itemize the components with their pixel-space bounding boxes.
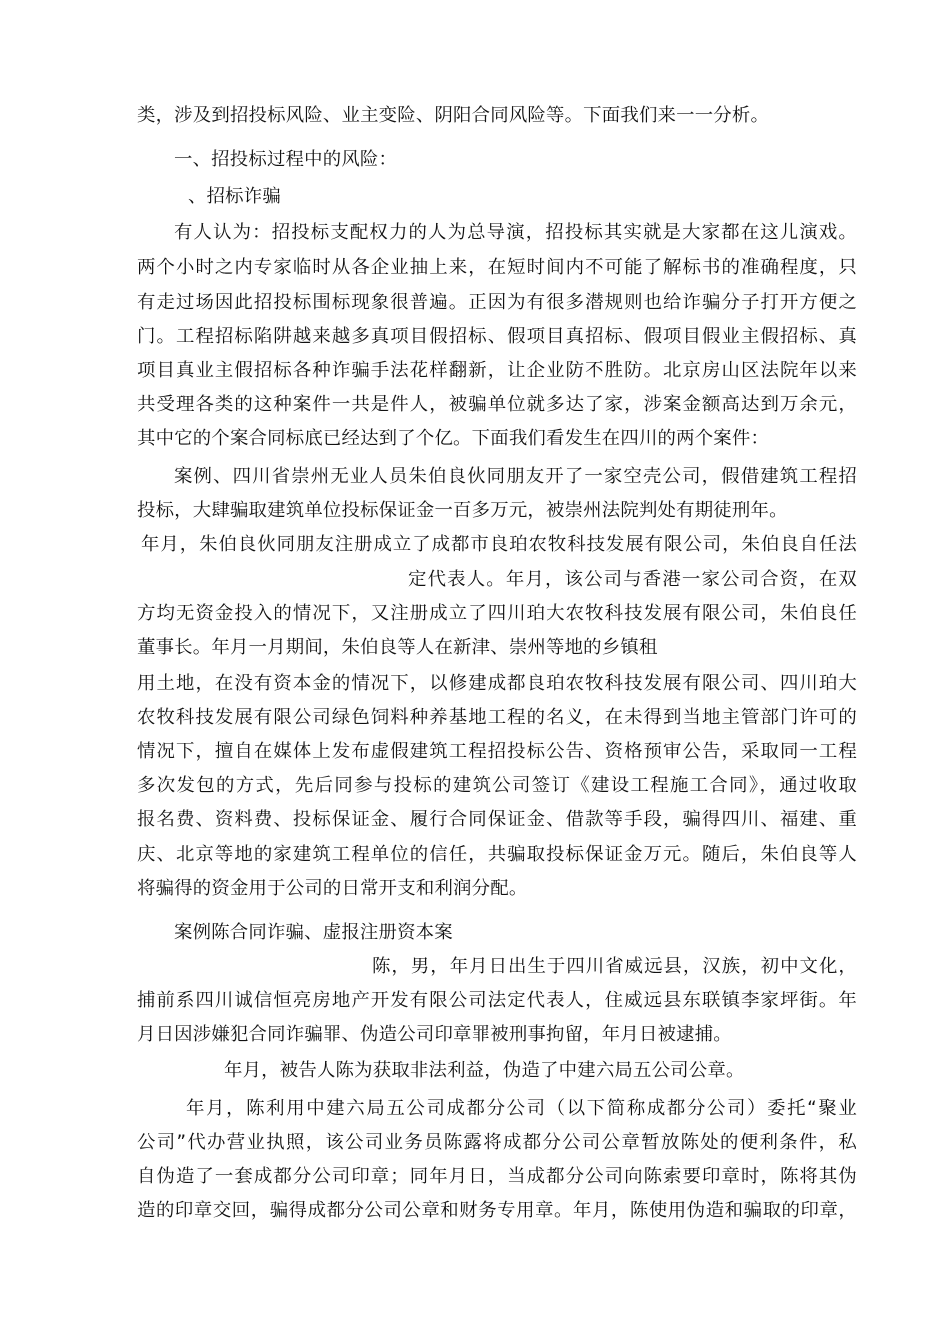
text-line: 多次发包的方式，先后同参与投标的建筑公司签订《建设工程施工合同》，通过收取 [137,775,857,796]
case-heading: 案例陈合同诈骗、虚报注册资本案 [174,922,453,943]
text-line: 将骗得的资金用于公司的日常开支和利润分配。 [137,878,528,899]
text-line: 年月，被告人陈为获取非法利益，伪造了中建六局五公司公章。 [224,1060,745,1081]
text-line: 其中它的个案合同标底已经达到了个亿。下面我们看发生在四川的两个案件： [137,428,770,449]
text-line: 年月，陈利用中建六局五公司成都分公司（以下简称成都分公司）委托“聚业 [186,1098,857,1119]
text-line: 项目真业主假招标各种诈骗手法花样翻新，让企业防不胜防。北京房山区法院年以来 [137,360,857,381]
subsection-heading: 、招标诈骗 [188,186,281,207]
text-line: 有人认为：招投标支配权力的人为总导演，招投标其实就是大家都在这儿演戏。 [174,222,857,243]
text-line: 投标，大肆骗取建筑单位投标保证金一百多万元，被崇州法院判处有期徒刑年。 [137,500,788,521]
text-line: 共受理各类的这种案件一共是件人，被骗单位就多达了家，涉案金额高达到万余元， [137,394,857,415]
text-line: 方均无资金投入的情况下，又注册成立了四川珀大农牧科技发展有限公司，朱伯良任 [137,603,857,624]
text-line: 情况下，擅自在媒体上发布虚假建筑工程招投标公告、资格预审公告，采取同一工程 [137,741,857,762]
text-line: 有走过场因此招投标围标现象很普遍。正因为有很多潜规则也给诈骗分子打开方便之 [137,292,857,313]
text-line: 自伪造了一套成都分公司印章；同年月日，当成都分公司向陈索要印章时，陈将其伪 [137,1166,857,1187]
text-line: 门。工程招标陷阱越来越多真项目假招标、假项目真招标、假项目假业主假招标、真 [137,326,857,347]
text-line: 董事长。年月一月期间，朱伯良等人在新津、崇州等地的乡镇租 [137,637,658,658]
text-line: 造的印章交回，骗得成都分公司公章和财务专用章。年月，陈使用伪造和骗取的印章， [137,1200,857,1221]
text-line: 用土地，在没有资本金的情况下，以修建成都良珀农牧科技发展有限公司、四川珀大 [137,673,857,694]
text-line: 捕前系四川诚信恒亮房地产开发有限公司法定代表人，住威远县东联镇李家坪街。年 [137,990,857,1011]
text-line: 年月，朱伯良伙同朋友注册成立了成都市良珀农牧科技发展有限公司，朱伯良自任法 [141,534,857,555]
text-line: 公司”代办营业执照，该公司业务员陈露将成都分公司公章暂放陈处的便利条件，私 [137,1132,857,1153]
text-line: 两个小时之内专家临时从各企业抽上来，在短时间内不可能了解标书的准确程度，只 [137,257,857,278]
text-line: 月日因涉嫌犯合同诈骗罪、伪造公司印章罪被刑事拘留，年月日被逮捕。 [137,1024,732,1045]
text-line: 报名费、资料费、投标保证金、履行合同保证金、借款等手段，骗得四川、福建、重 [137,809,857,830]
text-line: 类，涉及到招投标风险、业主变险、阴阳合同风险等。下面我们来一一分析。 [137,105,770,126]
text-line: 农牧科技发展有限公司绿色饲料种养基地工程的名义，在未得到当地主管部门许可的 [137,707,857,728]
text-line: 定代表人。年月，该公司与香港一家公司合资，在双 [408,569,857,590]
text-line: 案例、四川省崇州无业人员朱伯良伙同朋友开了一家空壳公司，假借建筑工程招 [174,466,857,487]
section-heading: 一、招投标过程中的风险： [174,149,398,170]
text-line: 庆、北京等地的家建筑工程单位的信任，共骗取投标保证金万元。随后，朱伯良等人 [137,844,857,865]
text-line: 陈，男，年月日出生于四川省威远县，汉族，初中文化， [372,956,857,977]
